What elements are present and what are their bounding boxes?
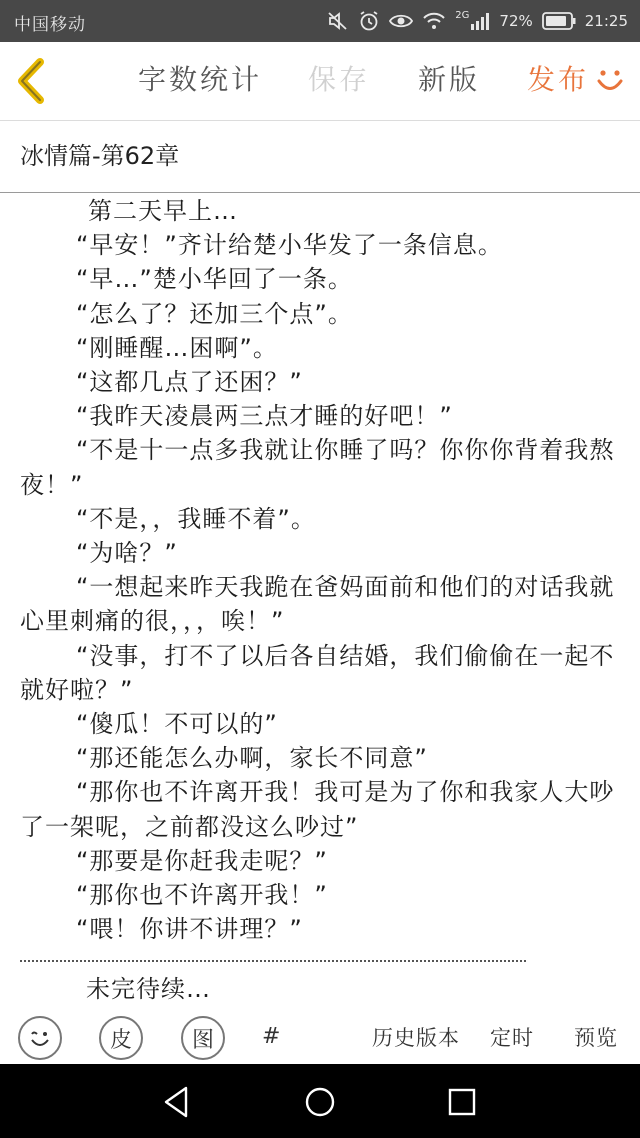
battery-percent: 72%: [499, 12, 533, 30]
status-bar: [0, 0, 640, 42]
nav-back-icon[interactable]: [158, 1082, 198, 1122]
paragraph: “为啥？”: [76, 539, 178, 568]
paragraph: “我昨天凌晨两三点才睡的好吧！”: [76, 402, 453, 431]
clock-time: 21:25: [584, 12, 628, 30]
chevron-left-icon[interactable]: [12, 58, 52, 104]
emoji-icon[interactable]: [18, 1016, 62, 1060]
network-type: 2G: [455, 9, 470, 21]
nav-recent-icon[interactable]: [442, 1082, 482, 1122]
paragraph: “那要是你赶我走呢？”: [76, 846, 328, 875]
skin-button[interactable]: 皮: [99, 1016, 143, 1060]
new-version-button[interactable]: 新版: [418, 63, 481, 96]
image-button[interactable]: 图: [181, 1016, 225, 1060]
mute-icon: [327, 11, 349, 31]
system-nav-bar: [0, 1064, 640, 1138]
smile-icon[interactable]: [594, 64, 626, 96]
paragraph: “喂！你讲不讲理？”: [76, 915, 303, 944]
save-button[interactable]: 保存: [308, 63, 371, 96]
paragraph: “不是，，我睡不着”。: [76, 504, 316, 533]
status-icons: [327, 9, 628, 33]
paragraph: “那你也不许离开我！我可是为了你和我家人大吵了一架呢，之前都没这么吵过”: [20, 778, 615, 841]
paragraph: “刚睡醒…困啊”。: [76, 333, 278, 362]
paragraph: “那你也不许离开我！”: [76, 881, 328, 910]
publish-button[interactable]: 发布: [527, 63, 590, 96]
word-count-button[interactable]: 字数统计: [138, 63, 263, 96]
wifi-icon: [422, 12, 446, 30]
chapter-title-field[interactable]: [0, 121, 640, 193]
chapter-body-editor[interactable]: [0, 194, 640, 946]
paragraph: “傻瓜！不可以的”: [76, 710, 278, 739]
paragraph: “这都几点了还困？”: [76, 368, 303, 397]
paragraph: “早安！”齐计给楚小华发了一条信息。: [76, 231, 503, 260]
paragraph: “不是十一点多我就让你睡了吗？你你你背着我熬夜！”: [20, 436, 615, 499]
dotted-divider: [20, 960, 526, 962]
paragraph: 第二天早上…: [88, 197, 238, 225]
paragraph: “没事，打不了以后各自结婚，我们偷偷在一起不就好啦？”: [20, 641, 615, 704]
paragraph: “那还能怎么办啊，家长不同意”: [76, 744, 428, 773]
carrier-name: 中国移动: [14, 15, 86, 35]
paragraph: “怎么了？还加三个点”。: [76, 299, 353, 328]
alarm-icon: [358, 10, 380, 32]
schedule-button[interactable]: 定时: [490, 1026, 534, 1050]
eye-icon: [389, 12, 413, 30]
preview-button[interactable]: 预览: [574, 1026, 618, 1050]
history-version-button[interactable]: 历史版本: [372, 1026, 460, 1050]
editor-toolbar: [0, 42, 640, 121]
signal-icon: [470, 12, 490, 30]
nav-home-icon[interactable]: [300, 1082, 340, 1122]
editor-bottom-tools: [0, 1010, 640, 1062]
paragraph: “一想起来昨天我跪在爸妈面前和他们的对话我就心里刺痛的很，，，唉！”: [20, 573, 615, 636]
battery-icon: [542, 12, 576, 30]
hashtag-button[interactable]: #: [262, 1024, 281, 1049]
to-be-continued-text: 未完待续…: [86, 975, 211, 1003]
paragraph: “早…”楚小华回了一条。: [76, 265, 353, 294]
chapter-title: 冰情篇-第62章: [20, 142, 180, 170]
